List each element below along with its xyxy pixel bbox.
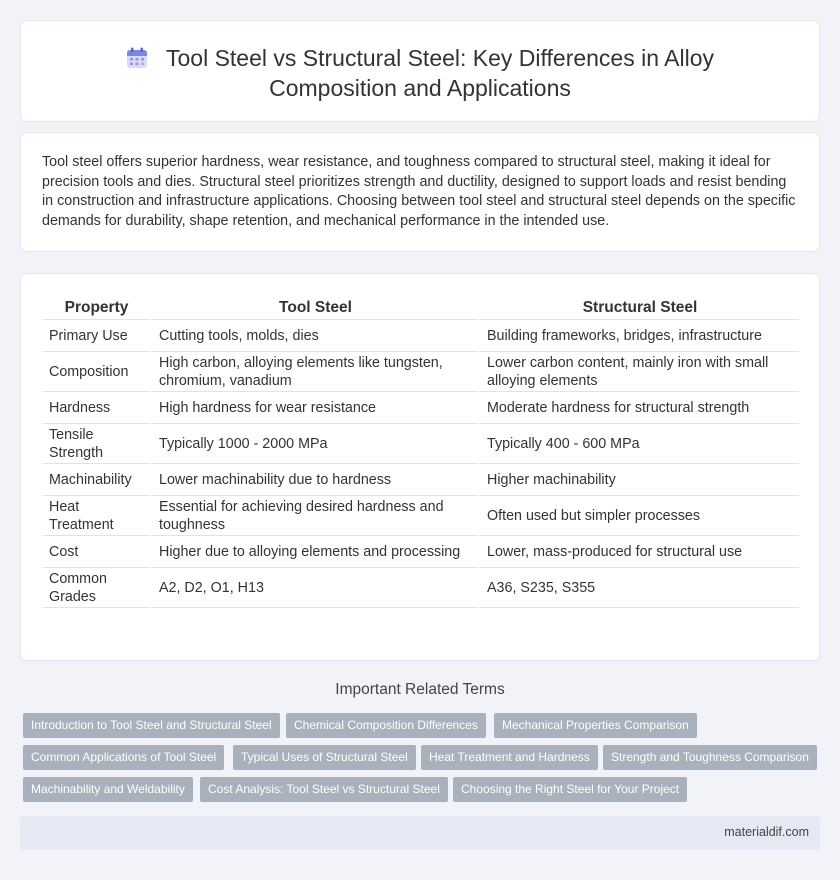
table-cell-property: Heat Treatment — [43, 496, 150, 536]
footer-site-name: materialdif.com — [724, 825, 809, 839]
table-cell-tool-steel: Lower machinability due to hardness — [150, 464, 478, 496]
comparison-table — [43, 296, 799, 608]
table-row — [43, 464, 799, 496]
comparison-table-card — [20, 273, 820, 661]
table-header-row — [43, 296, 799, 320]
table-cell-structural-steel: Typically 400 - 600 MPa — [478, 424, 799, 464]
table-row — [43, 496, 799, 536]
column-header-structural-steel: Structural Steel — [478, 296, 799, 320]
calendar-icon — [126, 47, 148, 69]
related-tag-heat-treatment[interactable]: Heat Treatment and Hardness — [421, 745, 598, 770]
table-cell-property: Machinability — [43, 464, 150, 496]
table-cell-tool-steel: Cutting tools, molds, dies — [150, 320, 478, 352]
related-tag-strength-toughness[interactable]: Strength and Toughness Comparison — [603, 745, 817, 770]
table-cell-structural-steel: A36, S235, S355 — [478, 568, 799, 608]
related-tag-cost-analysis[interactable]: Cost Analysis: Tool Steel vs Structural Steel — [200, 777, 448, 802]
table-row — [43, 352, 799, 392]
related-tag-introduction[interactable]: Introduction to Tool Steel and Structural Steel — [23, 713, 280, 738]
header-card — [20, 20, 820, 122]
table-cell-tool-steel: Essential for achieving desired hardness and toughness — [150, 496, 478, 536]
intro-card — [20, 132, 820, 252]
table-cell-structural-steel: Often used but simpler processes — [478, 496, 799, 536]
table-cell-structural-steel: Moderate hardness for structural strength — [478, 392, 799, 424]
table-row — [43, 536, 799, 568]
column-header-property: Property — [43, 296, 150, 320]
table-cell-property: Composition — [43, 352, 150, 392]
table-row — [43, 392, 799, 424]
page-title — [21, 43, 819, 103]
related-tag-choosing-steel[interactable]: Choosing the Right Steel for Your Project — [453, 777, 687, 802]
table-cell-property: Tensile Strength — [43, 424, 150, 464]
table-cell-structural-steel: Lower carbon content, mainly iron with small alloying elements — [478, 352, 799, 392]
table-row — [43, 568, 799, 608]
table-cell-property: Hardness — [43, 392, 150, 424]
column-header-tool-steel: Tool Steel — [150, 296, 478, 320]
table-cell-tool-steel: Typically 1000 - 2000 MPa — [150, 424, 478, 464]
table-cell-property: Common Grades — [43, 568, 150, 608]
table-cell-tool-steel: High hardness for wear resistance — [150, 392, 478, 424]
title-line-1: Tool Steel vs Structural Steel: Key Differences in Alloy — [165, 45, 714, 71]
table-cell-tool-steel: Higher due to alloying elements and processing — [150, 536, 478, 568]
table-row — [43, 320, 799, 352]
related-tag-machinability[interactable]: Machinability and Weldability — [23, 777, 193, 802]
related-tag-chemical-composition[interactable]: Chemical Composition Differences — [286, 713, 486, 738]
table-cell-property: Cost — [43, 536, 150, 568]
table-row — [43, 424, 799, 464]
related-terms-heading: Important Related Terms — [335, 681, 505, 698]
title-line-2: Composition and Applications — [269, 75, 571, 101]
table-cell-tool-steel: A2, D2, O1, H13 — [150, 568, 478, 608]
footer — [20, 816, 820, 850]
intro-paragraph: Tool steel offers superior hardness, wear resistance, and toughness compared to structural steel, making it ideal for precision tools and dies. Structural steel prioritizes strength and ductility, designed to support loads and resist bending in construction and infrastructure applications. Choosing between tool steel and structural steel depends on the specific demands for durability, shape retention, and mechanical performance in the intended use. — [42, 154, 796, 229]
table-cell-structural-steel: Higher machinability — [478, 464, 799, 496]
table-cell-property: Primary Use — [43, 320, 150, 352]
table-cell-tool-steel: High carbon, alloying elements like tungsten, chromium, vanadium — [150, 352, 478, 392]
table-cell-structural-steel: Lower, mass-produced for structural use — [478, 536, 799, 568]
related-tag-structural-steel-uses[interactable]: Typical Uses of Structural Steel — [233, 745, 416, 770]
table-cell-structural-steel: Building frameworks, bridges, infrastructure — [478, 320, 799, 352]
related-tag-mechanical-properties[interactable]: Mechanical Properties Comparison — [494, 713, 697, 738]
related-tag-tool-steel-applications[interactable]: Common Applications of Tool Steel — [23, 745, 224, 770]
